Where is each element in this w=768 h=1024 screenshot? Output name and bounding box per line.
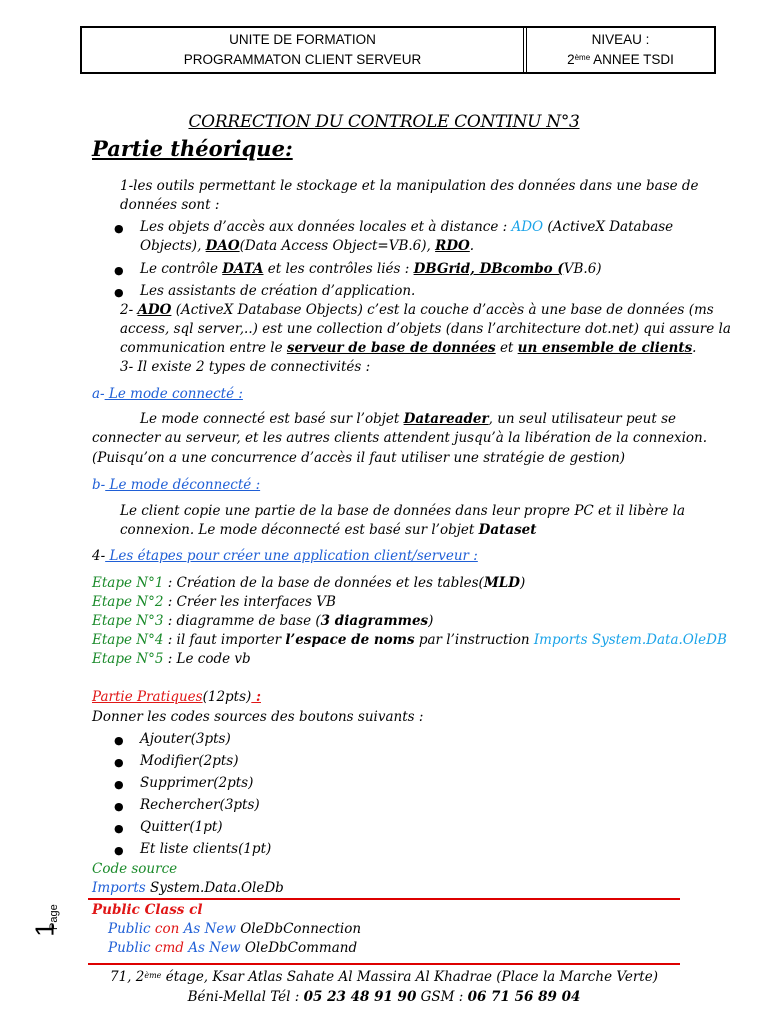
code-line-cmd: Public cmd As New OleDbCommand	[108, 940, 358, 956]
step-1: Etape N°1 : Création de la base de données et les tables(MLD)	[92, 575, 526, 591]
mode-connected-line3: (Puisqu’on a une concurrence d’accès il faut utiliser une stratégie de gestion)	[92, 450, 626, 466]
header-program: PROGRAMMATON CLIENT SERVEUR	[183, 52, 422, 67]
footer-address: 71, 2ème étage, Ksar Atlas Sahate Al Massira Al Khadrae (Place la Marche Verte)	[110, 969, 658, 985]
section-theory-heading: Partie théorique:	[92, 136, 293, 161]
header-level-label: NIVEAU :	[591, 32, 650, 47]
practice-item: Supprimer(2pts)	[140, 775, 254, 791]
practice-intro: Donner les codes sources des boutons suivants :	[92, 709, 424, 725]
bullet-icon: ●	[114, 264, 124, 277]
footer-divider	[88, 963, 680, 965]
bullet-icon: ●	[114, 222, 124, 235]
footer-contact: Béni-Mellal Tél : 05 23 48 91 90 GSM : 06 71 56 89 04	[187, 989, 581, 1005]
q2-line3: communication entre le serveur de base de données et un ensemble de clients.	[120, 340, 697, 356]
header-left	[82, 28, 527, 72]
mode-connected-line2: connecter au serveur, et les autres clients attendent jusqu’à la libération de la connexion.	[92, 430, 708, 446]
q2-line1: 2- ADO (ActiveX Database Objects) c’est la couche d’accès à une base de données (ms	[120, 302, 714, 318]
step-5: Etape N°5 : Le code vb	[92, 651, 251, 667]
page-label	[29, 904, 64, 970]
bullet-icon: ●	[114, 756, 124, 769]
document-title: CORRECTION DU CONTROLE CONTINU N°3	[188, 112, 580, 132]
q2-line2: access, sql server,..) est une collection d’objets (dans l’architecture dot.net) qui assure la	[120, 321, 731, 337]
practice-item: Quitter(1pt)	[140, 819, 223, 835]
q1-bullet2: Le contrôle DATA et les contrôles liés : DBGrid, DBcombo (VB.6)	[140, 261, 602, 277]
header-unit: UNITE DE FORMATION	[229, 32, 376, 47]
q1-bullet3: Les assistants de création d’application.	[140, 283, 416, 299]
step-4: Etape N°4 : il faut importer l’espace de noms par l’instruction Imports System.Data.OleDB	[92, 632, 727, 648]
q2-line4: 3- Il existe 2 types de connectivités :	[120, 359, 371, 375]
bullet-icon: ●	[114, 734, 124, 747]
steps-heading: 4- Les étapes pour créer une application client/serveur :	[92, 548, 478, 564]
header-level-value: 2ème ANNEE TSDI	[567, 52, 674, 67]
page-word: Page	[48, 904, 60, 930]
step-3: Etape N°3 : diagramme de base (3 diagrammes)	[92, 613, 434, 629]
bullet-icon: ●	[114, 844, 124, 857]
page-number: 1	[29, 922, 60, 937]
code-imports: Imports System.Data.OleDb	[92, 880, 284, 896]
header-box	[80, 26, 716, 74]
step-2: Etape N°2 : Créer les interfaces VB	[92, 594, 336, 610]
practice-item: Modifier(2pts)	[140, 753, 239, 769]
practice-item: Rechercher(3pts)	[140, 797, 260, 813]
q1-bullet1-line1: Les objets d’accès aux données locales et à distance : ADO (ActiveX Database	[140, 219, 674, 235]
header-right	[527, 28, 714, 72]
q1-intro-line1: 1-les outils permettant le stockage et la manipulation des données dans une base de	[120, 178, 699, 194]
mode-disconnected-heading: b- Le mode déconnecté :	[92, 477, 261, 493]
mode-disconnected-line1: Le client copie une partie de la base de données dans leur propre PC et il libère la	[120, 503, 686, 519]
mode-connected-line1: Le mode connecté est basé sur l’objet Datareader, un seul utilisateur peut se	[140, 411, 676, 427]
practice-item: Ajouter(3pts)	[140, 731, 231, 747]
code-source-label: Code source	[92, 861, 178, 877]
code-line-con: Public con As New OleDbConnection	[108, 921, 362, 937]
practice-heading: Partie Pratiques(12pts) :	[92, 689, 261, 705]
practice-item: Et liste clients(1pt)	[140, 841, 272, 857]
mode-disconnected-line2: connexion. Le mode déconnecté est basé sur l’objet Dataset	[120, 522, 537, 538]
q1-intro-line2: données sont :	[120, 197, 220, 213]
code-class-line: Public Class cl	[92, 902, 203, 918]
bullet-icon: ●	[114, 286, 124, 299]
bullet-icon: ●	[114, 778, 124, 791]
bullet-icon: ●	[114, 800, 124, 813]
mode-connected-heading: a- Le mode connecté :	[92, 386, 243, 402]
code-divider-top	[88, 898, 680, 900]
bullet-icon: ●	[114, 822, 124, 835]
q1-bullet1-line2: Objects), DAO(Data Access Object=VB.6), RDO.	[140, 238, 475, 254]
